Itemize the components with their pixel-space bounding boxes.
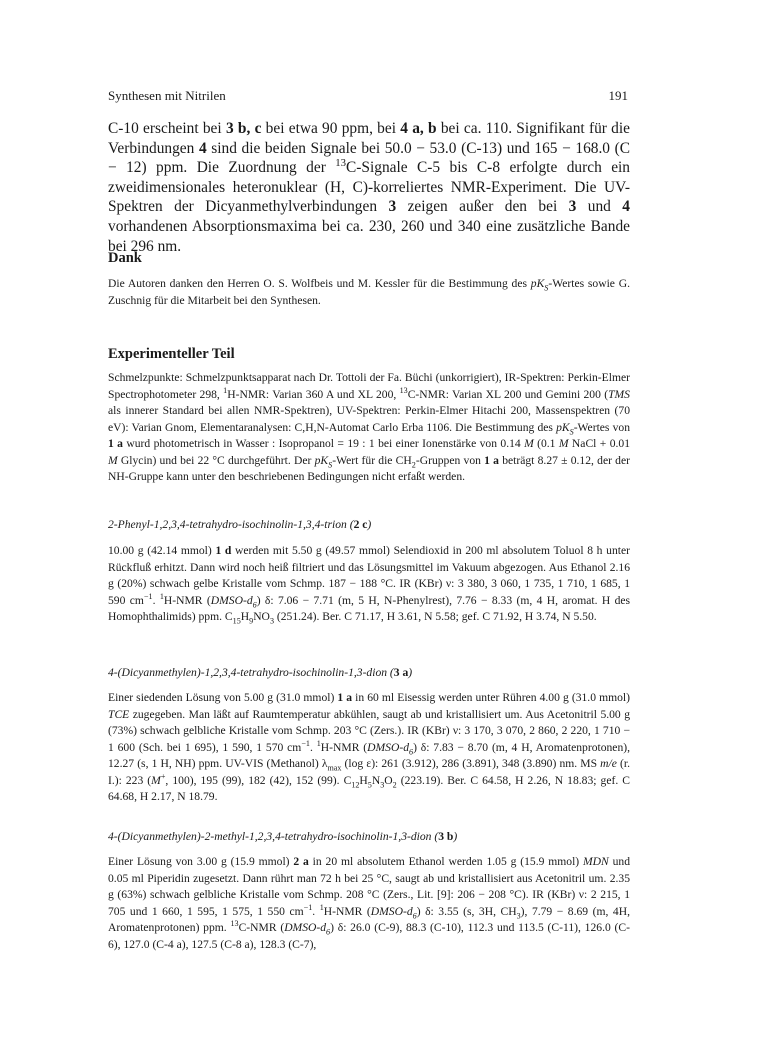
- experimental-heading: Experimenteller Teil: [108, 346, 235, 362]
- dank-heading: Dank: [108, 250, 142, 266]
- compound-text-2c: 10.00 g (42.14 mmol) 1 d werden mit 5.50 g (49.57 mmol) Selendioxid in 200 ml absolutem Toluol 8 h unter Rückfluß erhitzt. Dann wird noch heiß filtriert und das Lösungsmittel im Vakuum abgezogen. Aus Ethanol 2.16 g (20%) schwach gelbe Kristalle vom Schmp. 187 − 188 °C. IR (KBr) ν: 3 380, 3 060, 1 735, 1 710, 1 685, 1 590 $cm^{-1}$. $^1$H-NMR $(DMSO-d_6)$ δ: 7.06 − 7.71 (m, 5 H, N-Phenylrest), 7.76 − 8.33 (m, 4 H, aromat. H des Homophthalimids) ppm. $C_{15}H_9NO_3$ (251.24). Ber. C 71.17, H 3.61, N 5.58; gef. C 71.92, H 3.74, N 5.50.: [108, 544, 631, 626]
- compound-title-2c: 2-Phenyl-1,2,3,4-tetrahydro-isochinolin-1,3,4-trion (2 c): [108, 518, 372, 531]
- compound-text-3b: Einer Lösung von 3.00 g (15.9 mmol) 2 a in 20 ml absolutem Ethanol werden 1.05 g (15.9 mmol) MDN und 0.05 ml Piperidin zugesetzt. Dann rührt man 72 h bei 25 °C, saugt ab und kristallisiert aus Acetonitril um. 2.35 g (63%) schwach gelbliche Kristalle vom Schmp. 208 °C (Zers., Lit. [9]: 206 − 208 °C). IR (KBr) ν: 2 215, 1 705 und 1 660, 1 595, 1 575, 1 550 $cm^{-1}$. $^1$H-NMR $(DMSO-d_6)$ δ: 3.55 (s, 3H, $CH_3$), 7.79 − 8.69 (m, 4H, Aromatenprotonen) ppm. $^{13}$C-NMR $(DMSO-d_6)$ δ: 26.0 (C-9), 88.3 (C-10), 112.3 und 113.5 (C-11), 126.0 (C-6), 127.0 (C-4 a), 127.5 (C-8 a), 128.3 (C-7),: [108, 855, 631, 951]
- running-title: Synthesen mit Nitrilen: [108, 88, 226, 103]
- dank-paragraph: Die Autoren danken den Herren O. S. Wolfbeis und M. Kessler für die Bestimmung des $pK_S$-Wertes sowie G. Zuschnig für die Mitarbeit bei den Synthesen.: [108, 277, 630, 307]
- compound-title-3a: 4-(Dicyanmethylen)-1,2,3,4-tetrahydro-isochinolin-1,3-dion (3 a): [108, 666, 413, 679]
- compound-text-3a: Einer siedenden Lösung von 5.00 g (31.0 mmol) 1 a in 60 ml Eisessig werden unter Rühren 4.00 g (31.0 mmol) TCE zugegeben. Man läßt auf Raumtemperatur abkühlen, saugt ab und kristallisiert um. Aus Acetonitril 5.00 g (73%) schwach gelbliche Kristalle vom Schmp. 203 °C (Zers.). IR (KBr) ν: 3 170, 3 070, 2 860, 2 220, 1 710 − 1 600 (Sch. bei 1 695), 1 590, 1 570 $cm^{-1}$. $^1$H-NMR $(DMSO-d_6)$ δ: 7.83 − 8.70 (m, 4 H, Aromatenprotonen), 12.27 (s, 1 H, NH) ppm. UV-VIS (Methanol) $\lambda_{max}$ (log ε): 261 (3.912), 286 (3.891), 348 (3.890) nm. MS m/e (r. I.): 223 (M+, 100), 195 (99), 182 (42), 152 (99). $C_{12}H_5N_3O_2$ (223.19). Ber. C 64.58, H 2.26, N 18.83; gef. C 64.68, H 2.17, N 18.79.: [108, 691, 631, 803]
- compound-title-3b: 4-(Dicyanmethylen)-2-methyl-1,2,3,4-tetrahydro-isochinolin-1,3-dion (3 b): [108, 830, 458, 843]
- page-number: 191: [608, 88, 628, 103]
- experimental-paragraph: Schmelzpunkte: Schmelzpunktsapparat nach Dr. Tottoli der Fa. Büchi (unkorrigiert), IR-Spektren: Perkin-Elmer Spectrophotometer 298, $^1$H-NMR: Varian 360 A und XL 200, $^{13}$C-NMR: Varian XL 200 und Gemini 200 (TMS als innerer Standard bei allen NMR-Spektren), UV-Spektren: Perkin-Elmer Hitachi 200, Massenspektren (70 eV): Varian Gnom, Elementaranalysen: C,H,N-Automat Carlo Erba 1106. Die Bestimmung des $pK_S$-Wertes von 1 a wurd photometrisch in Wasser : Isopropanol = 19 : 1 bei einer Ionenstärke von 0.14 M (0.1 M NaCl + 0.01 M Glycin) und bei 22 °C durchgeführt. Der $pK_S$-Wert für die $CH_2$-Gruppen von 1 a beträgt 8.27 ± 0.12, der der NH-Gruppe kann unter den beschriebenen Bedingungen nicht erfaßt werden.: [108, 371, 630, 483]
- intro-paragraph: C-10 erscheint bei 3 b, c bei etwa 90 ppm, bei 4 a, b bei ca. 110. Signifikant für die Verbindungen 4 sind die beiden Signale bei 50.0 − 53.0 (C-13) und 165 − 168.0 (C − 12) ppm. Die Zuordnung der $^{13}$C-Signale C-5 bis C-8 erfolgte durch ein zweidimensionales heteronuklear (H, C)-korreliertes NMR-Experiment. Die UV-Spektren der Dicyanmethylverbindungen 3 zeigen außer den bei 3 und 4 vorhandenen Absorptionsmaxima bei ca. 230, 260 und 340 eine zusätzliche Bande bei 296 nm.: [108, 120, 630, 255]
